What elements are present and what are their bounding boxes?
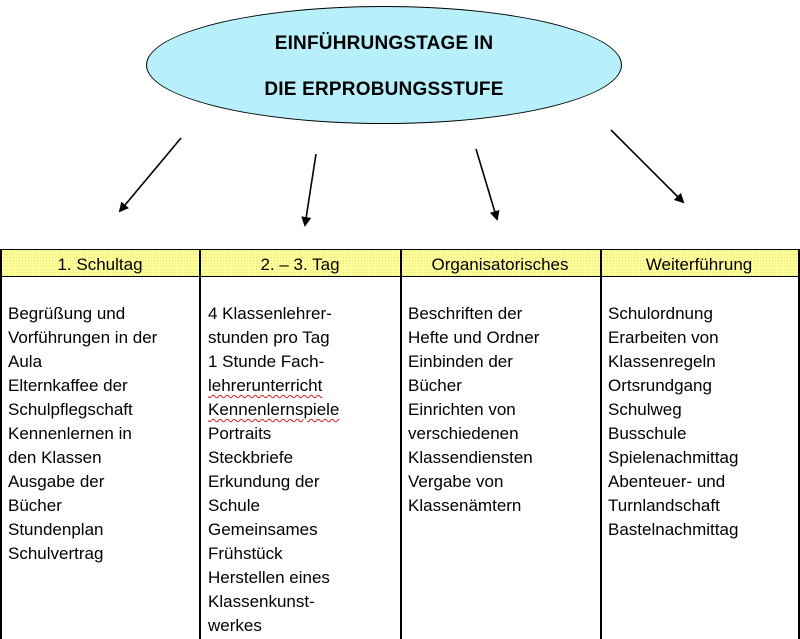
- column-header: 1. Schultag: [57, 255, 143, 274]
- list-item: Klassendiensten: [408, 448, 533, 467]
- list-item: Bücher: [8, 496, 62, 515]
- column-header: Organisatorisches: [431, 255, 569, 274]
- list-item: werkes: [208, 616, 262, 635]
- list-item: [208, 398, 398, 422]
- list-item: 4 Klassenlehrer-: [208, 304, 332, 323]
- arrow-to-col-3: [476, 149, 497, 219]
- list-item: stunden pro Tag: [208, 328, 330, 347]
- list-item: Erkundung der: [208, 472, 320, 491]
- list-item: [208, 374, 398, 398]
- list-item: Schulvertrag: [8, 544, 104, 563]
- list-item: Einbinden der: [408, 352, 513, 371]
- arrow-to-col-4: [611, 130, 683, 202]
- list-item: Stundenplan: [8, 520, 104, 539]
- list-item: Vergabe von: [408, 472, 504, 491]
- list-item: Gemeinsames: [208, 520, 318, 539]
- list-item: Abenteuer- und: [608, 472, 726, 491]
- list-item: Beschriften der: [408, 304, 523, 323]
- list-item: Portraits: [208, 424, 272, 443]
- column-organisatorisches: [400, 250, 600, 639]
- list-item: Erarbeiten von: [608, 328, 719, 347]
- list-item: Ortsrundgang: [608, 376, 712, 395]
- list-item: Frühstück: [208, 544, 283, 563]
- list-item: Hefte und Ordner: [408, 328, 540, 347]
- column-header: 2. – 3. Tag: [260, 255, 340, 274]
- list-item: Einrichten von: [408, 400, 516, 419]
- list-item: Schule: [208, 496, 260, 515]
- list-item: Busschule: [608, 424, 687, 443]
- list-item: Schulpflegschaft: [8, 400, 133, 419]
- list-item: Bücher: [408, 376, 462, 395]
- list-item: Schulweg: [608, 400, 682, 419]
- column-header: Weiterführung: [645, 255, 753, 274]
- list-item: 1 Stunde Fach-: [208, 352, 325, 371]
- column-divider: [798, 250, 800, 639]
- list-item: Herstellen eines: [208, 568, 330, 587]
- column-body: [8, 302, 198, 566]
- list-item: Turnlandschaft: [608, 496, 720, 515]
- column-body: [208, 302, 398, 638]
- list-item: Kennenlernen in: [8, 424, 132, 443]
- arrow-to-col-1: [120, 138, 181, 211]
- spellcheck-marked-text: lehrerunterricht: [208, 376, 323, 395]
- list-item: Vorführungen in der: [8, 328, 158, 347]
- column-schultag: [0, 250, 200, 639]
- column-tag-2-3: [200, 250, 400, 639]
- title-line-1: EINFÜHRUNGSTAGE IN: [274, 33, 494, 54]
- column-weiterfuehrung: [600, 250, 798, 639]
- list-item: Begrüßung und: [8, 304, 126, 323]
- list-item: den Klassen: [8, 448, 102, 467]
- column-body: [608, 302, 796, 542]
- list-item: Steckbriefe: [208, 448, 294, 467]
- list-item: Bastelnachmittag: [608, 520, 739, 539]
- title-line-2: DIE ERPROBUNGSSTUFE: [264, 79, 504, 100]
- spellcheck-marked-text: Kennenlernspiele: [208, 400, 340, 419]
- list-item: Aula: [8, 352, 43, 371]
- topic-table: [0, 249, 800, 638]
- list-item: Schulordnung: [608, 304, 713, 323]
- arrow-to-col-2: [305, 154, 316, 225]
- column-body: [408, 302, 598, 518]
- list-item: Spielenachmittag: [608, 448, 739, 467]
- title-ellipse: [146, 6, 622, 124]
- list-item: Klassenämtern: [408, 496, 522, 515]
- list-item: Klassenkunst-: [208, 592, 315, 611]
- list-item: verschiedenen: [408, 424, 519, 443]
- list-item: Elternkaffee der: [8, 376, 128, 395]
- list-item: Klassenregeln: [608, 352, 716, 371]
- list-item: Ausgabe der: [8, 472, 105, 491]
